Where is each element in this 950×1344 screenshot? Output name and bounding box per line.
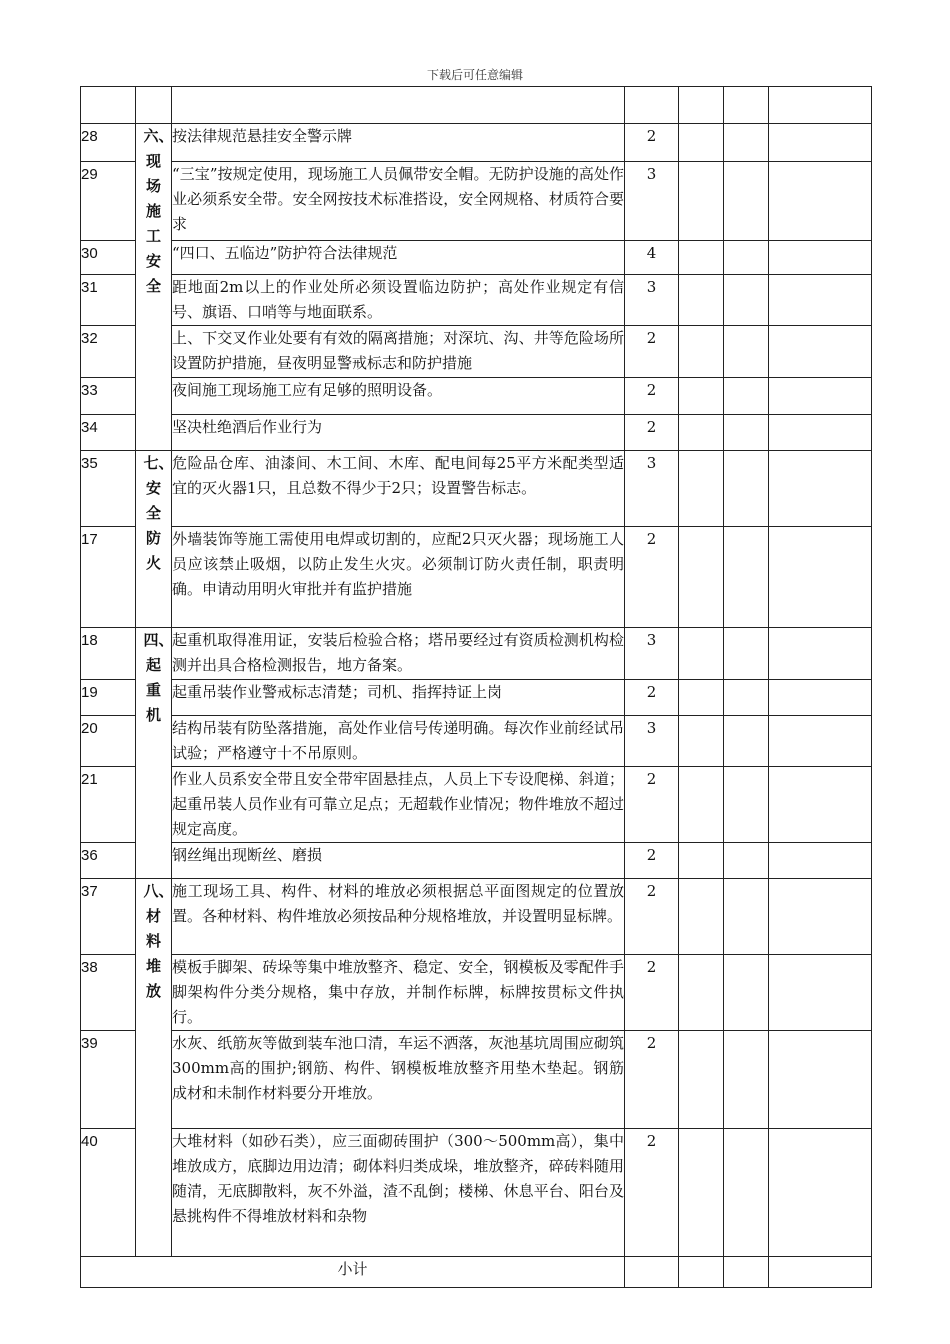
score: 3: [625, 716, 679, 767]
header-cell: [172, 87, 625, 124]
empty-cell[interactable]: [769, 1257, 872, 1288]
empty-cell[interactable]: [724, 1257, 769, 1288]
empty-cell[interactable]: [679, 1031, 724, 1129]
empty-cell[interactable]: [769, 275, 872, 326]
table-row: [81, 843, 872, 879]
empty-cell[interactable]: [679, 1257, 724, 1288]
empty-cell[interactable]: [679, 680, 724, 716]
requirement-text: 大堆材料（如砂石类），应三面砌砖围护（300～500mm高），集中堆放成方，底脚边用边清；砌体料归类成垛，堆放整齐，碎砖料随用随清，无底脚散料，灰不外溢，渣不乱倒；楼梯、休息平台、阳台及悬挑构件不得堆放材料和杂物: [172, 1129, 625, 1257]
requirement-text: 外墙装饰等施工需使用电焊或切割的，应配2只灭火器；现场施工人员应该禁止吸烟，以防止发生火灾。必须制订防火责任制，职责明确。申请动用明火审批并有监护措施: [172, 527, 625, 628]
row-number: 40: [81, 1129, 136, 1257]
category-label: 四、起重机: [143, 631, 174, 724]
score: 2: [625, 680, 679, 716]
empty-cell[interactable]: [769, 124, 872, 162]
empty-cell[interactable]: [679, 326, 724, 378]
category-cell: [136, 124, 172, 451]
empty-cell[interactable]: [769, 415, 872, 451]
category-label: 八、材料堆放: [143, 882, 174, 1000]
empty-cell[interactable]: [679, 124, 724, 162]
empty-cell[interactable]: [724, 241, 769, 275]
empty-cell[interactable]: [679, 628, 724, 680]
row-number: 33: [81, 378, 136, 415]
empty-cell[interactable]: [724, 628, 769, 680]
table-row: [81, 241, 872, 275]
requirement-text: 危险品仓库、油漆间、木工间、木库、配电间每25平方米配类型适宜的灭火器1只，且总数不得少于2只；设置警告标志。: [172, 451, 625, 527]
empty-cell[interactable]: [724, 955, 769, 1031]
table-row: [81, 879, 872, 955]
subtotal-score[interactable]: [625, 1257, 679, 1288]
empty-cell[interactable]: [724, 415, 769, 451]
empty-cell[interactable]: [679, 716, 724, 767]
empty-cell[interactable]: [769, 451, 872, 527]
table-row: [81, 527, 872, 628]
row-number: 18: [81, 628, 136, 680]
row-number: 39: [81, 1031, 136, 1129]
empty-cell[interactable]: [769, 879, 872, 955]
empty-cell[interactable]: [769, 1031, 872, 1129]
empty-cell[interactable]: [679, 527, 724, 628]
category-cell: [136, 628, 172, 879]
requirement-text: 坚决杜绝酒后作业行为: [172, 415, 625, 451]
empty-cell[interactable]: [724, 326, 769, 378]
row-number: 37: [81, 879, 136, 955]
header-row: [81, 87, 872, 124]
empty-cell[interactable]: [724, 879, 769, 955]
empty-cell[interactable]: [769, 843, 872, 879]
table-row: [81, 326, 872, 378]
score: 3: [625, 275, 679, 326]
requirement-text: “三宝”按规定使用，现场施工人员佩带安全帽。无防护设施的高处作业必须系安全带。安全网按技术标准搭设，安全网规格、材质符合要求: [172, 162, 625, 241]
row-number: 17: [81, 527, 136, 628]
subtotal-row: [81, 1257, 872, 1288]
requirement-text: 钢丝绳出现断丝、磨损: [172, 843, 625, 879]
requirement-text: 距地面2m以上的作业处所必须设置临边防护；高处作业规定有信号、旗语、口哨等与地面联系。: [172, 275, 625, 326]
empty-cell[interactable]: [724, 378, 769, 415]
empty-cell[interactable]: [769, 527, 872, 628]
table-row: [81, 1031, 872, 1129]
score: 2: [625, 955, 679, 1031]
score: 3: [625, 628, 679, 680]
empty-cell[interactable]: [769, 378, 872, 415]
row-number: 31: [81, 275, 136, 326]
requirement-text: 作业人员系安全带且安全带牢固悬挂点，人员上下专设爬梯、斜道；起重吊装人员作业有可靠立足点；无超载作业情况；物件堆放不超过规定高度。: [172, 767, 625, 843]
row-number: 35: [81, 451, 136, 527]
requirement-text: 起重机取得准用证，安装后检验合格；塔吊要经过有资质检测机构检测并出具合格检测报告，地方备案。: [172, 628, 625, 680]
empty-cell[interactable]: [724, 767, 769, 843]
header-cell: [724, 87, 769, 124]
row-number: 32: [81, 326, 136, 378]
requirement-text: 结构吊装有防坠落措施，高处作业信号传递明确。每次作业前经试吊试验；严格遵守十不吊原则。: [172, 716, 625, 767]
empty-cell[interactable]: [679, 378, 724, 415]
empty-cell[interactable]: [679, 955, 724, 1031]
empty-cell[interactable]: [679, 1129, 724, 1257]
row-number: 38: [81, 955, 136, 1031]
table-row: [81, 628, 872, 680]
empty-cell[interactable]: [769, 162, 872, 241]
empty-cell[interactable]: [724, 162, 769, 241]
table-row: [81, 716, 872, 767]
empty-cell[interactable]: [769, 241, 872, 275]
row-number: 29: [81, 162, 136, 241]
table-row: [81, 378, 872, 415]
empty-cell[interactable]: [724, 275, 769, 326]
header-cell: [136, 87, 172, 124]
empty-cell[interactable]: [724, 124, 769, 162]
empty-cell[interactable]: [724, 680, 769, 716]
score: 3: [625, 162, 679, 241]
empty-cell[interactable]: [679, 879, 724, 955]
requirement-text: 按法律规范悬挂安全警示牌: [172, 124, 625, 162]
score: 2: [625, 527, 679, 628]
empty-cell[interactable]: [679, 451, 724, 527]
inspection-table: [80, 86, 872, 1288]
empty-cell[interactable]: [679, 241, 724, 275]
table-row: [81, 124, 872, 162]
empty-cell[interactable]: [679, 767, 724, 843]
header-cell: [679, 87, 724, 124]
requirement-text: 施工现场工具、构件、材料的堆放必须根据总平面图规定的位置放置。各种材料、构件堆放必须按品种分规格堆放，并设置明显标牌。: [172, 879, 625, 955]
category-cell: [136, 879, 172, 1257]
category-label: 七、安全防火: [143, 454, 174, 572]
score: 2: [625, 767, 679, 843]
header-cell: [81, 87, 136, 124]
empty-cell[interactable]: [769, 767, 872, 843]
empty-cell[interactable]: [769, 716, 872, 767]
requirement-text: “四口、五临边”防护符合法律规范: [172, 241, 625, 275]
table-row: [81, 415, 872, 451]
score: 2: [625, 378, 679, 415]
table-row: [81, 162, 872, 241]
empty-cell[interactable]: [724, 843, 769, 879]
empty-cell[interactable]: [679, 162, 724, 241]
header-cell: [625, 87, 679, 124]
score: 2: [625, 326, 679, 378]
page-header: 下载后可任意编辑: [426, 68, 523, 82]
empty-cell[interactable]: [679, 275, 724, 326]
empty-cell[interactable]: [769, 326, 872, 378]
empty-cell[interactable]: [769, 680, 872, 716]
row-number: 20: [81, 716, 136, 767]
empty-cell[interactable]: [724, 1031, 769, 1129]
score: 2: [625, 879, 679, 955]
empty-cell[interactable]: [769, 1129, 872, 1257]
score: 3: [625, 451, 679, 527]
requirement-text: 上、下交叉作业处要有有效的隔离措施；对深坑、沟、井等危险场所设置防护措施，昼夜明显警戒标志和防护措施: [172, 326, 625, 378]
row-number: 34: [81, 415, 136, 451]
empty-cell[interactable]: [724, 451, 769, 527]
score: 2: [625, 124, 679, 162]
empty-cell[interactable]: [724, 1129, 769, 1257]
table-row: [81, 955, 872, 1031]
category-cell: [136, 451, 172, 628]
requirement-text: 水灰、纸筋灰等做到装车池口清，车运不洒落，灰池基坑周围应砌筑300mm高的围护;钢筋、构件、钢模板堆放整齐用垫木垫起。钢筋成材和未制作材料要分开堆放。: [172, 1031, 625, 1129]
row-number: 28: [81, 124, 136, 162]
table-row: [81, 1129, 872, 1257]
header-cell: [769, 87, 872, 124]
row-number: 21: [81, 767, 136, 843]
empty-cell[interactable]: [679, 843, 724, 879]
requirement-text: 模板手脚架、砖垛等集中堆放整齐、稳定、安全，钢模板及零配件手脚架构件分类分规格，集中存放，并制作标牌，标牌按贯标文件执行。: [172, 955, 625, 1031]
score: 2: [625, 1031, 679, 1129]
empty-cell[interactable]: [769, 955, 872, 1031]
empty-cell[interactable]: [724, 527, 769, 628]
empty-cell[interactable]: [679, 415, 724, 451]
requirement-text: 起重吊装作业警戒标志清楚；司机、指挥持证上岗: [172, 680, 625, 716]
table-row: [81, 680, 872, 716]
row-number: 30: [81, 241, 136, 275]
requirement-text: 夜间施工现场施工应有足够的照明设备。: [172, 378, 625, 415]
score: 2: [625, 415, 679, 451]
score: 2: [625, 1129, 679, 1257]
subtotal-label: 小计: [81, 1257, 625, 1288]
empty-cell[interactable]: [769, 628, 872, 680]
score: 2: [625, 843, 679, 879]
score: 4: [625, 241, 679, 275]
row-number: 36: [81, 843, 136, 879]
category-label: 六、现场施工安全: [143, 127, 174, 295]
table-row: [81, 451, 872, 527]
table-row: [81, 275, 872, 326]
table-row: [81, 767, 872, 843]
row-number: 19: [81, 680, 136, 716]
empty-cell[interactable]: [724, 716, 769, 767]
